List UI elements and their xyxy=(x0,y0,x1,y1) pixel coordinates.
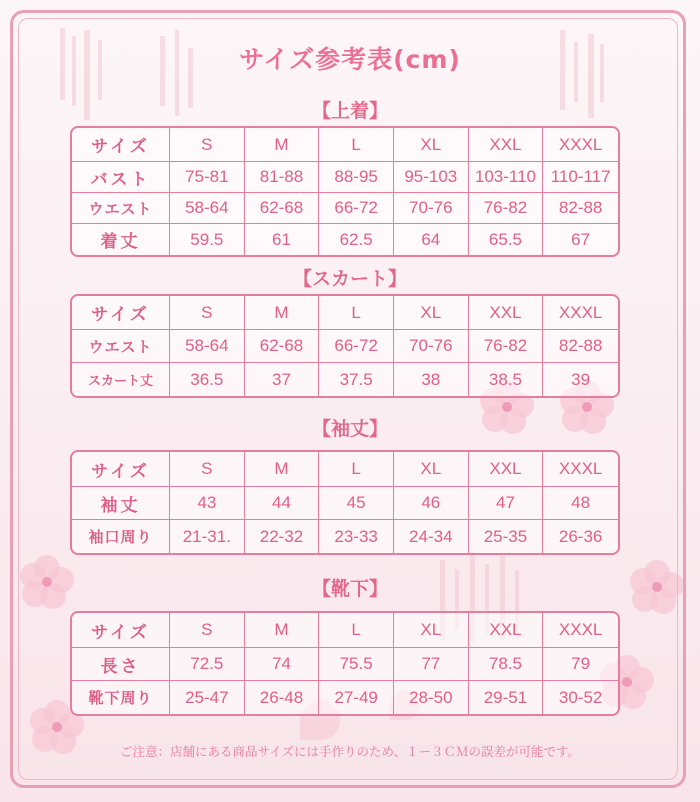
table-cell: 103-110 xyxy=(469,162,544,193)
header-cell: XXXL xyxy=(543,452,618,487)
table-cell: 61 xyxy=(245,224,320,255)
table-cell: 78.5 xyxy=(469,648,544,681)
table-cell: 39 xyxy=(571,369,591,389)
row-label: ウエスト xyxy=(72,330,170,363)
table-cell: 70-76 xyxy=(394,193,469,224)
table-row xyxy=(72,296,618,330)
header-cell: XXXL xyxy=(543,613,618,648)
table-cell: 79 xyxy=(543,648,618,681)
table-cell: 75-81 xyxy=(170,162,245,193)
table-cell: 66-72 xyxy=(319,193,394,224)
table-cell: 44 xyxy=(245,487,320,520)
table-cell: 110-117 xyxy=(543,162,618,193)
table-cell: 59.5 xyxy=(170,224,245,255)
table-cell: 65.5 xyxy=(469,224,544,255)
table-cell: 76-82 xyxy=(469,193,544,224)
table-cell: 22-32 xyxy=(245,520,320,553)
table-row xyxy=(72,224,618,255)
table-cell: 46 xyxy=(394,487,469,520)
table-row xyxy=(72,363,618,396)
table-cell: 48 xyxy=(543,487,618,520)
table-cell: 64 xyxy=(394,224,469,255)
table-cell: 67 xyxy=(571,229,591,249)
header-cell: XL xyxy=(394,452,469,487)
table-cell: 25-47 xyxy=(170,681,245,714)
table-cell: 28-50 xyxy=(394,681,469,714)
table-row xyxy=(72,613,618,648)
table-row xyxy=(72,128,618,162)
table-row xyxy=(72,452,618,487)
table-cell: 74 xyxy=(245,648,320,681)
table-cell: 81-88 xyxy=(245,162,320,193)
header-cell: XXL xyxy=(469,452,544,487)
section-title-jacket: 【上着】 xyxy=(311,100,388,122)
table-cell: 76-82 xyxy=(469,330,544,363)
header-cell: L xyxy=(319,128,394,162)
table-cell: 37 xyxy=(245,363,320,396)
table-cell: 62-68 xyxy=(245,330,320,363)
header-cell: S xyxy=(170,296,245,330)
row-label: ウエスト xyxy=(72,193,170,224)
page-title: サイズ参考表(cm) xyxy=(239,45,461,74)
table-cell: 37.5 xyxy=(319,363,394,396)
header-cell: XL xyxy=(394,128,469,162)
table-cell: 26-48 xyxy=(245,681,320,714)
table-cell: 75.5 xyxy=(319,648,394,681)
row-label: 袖丈 xyxy=(72,487,170,520)
header-cell: M xyxy=(245,452,320,487)
header-cell: M xyxy=(245,613,320,648)
table-row xyxy=(72,487,618,520)
table-cell: 25-35 xyxy=(469,520,544,553)
table-row xyxy=(72,162,618,193)
header-cell: サイズ xyxy=(72,452,170,487)
table-cell: 77 xyxy=(394,648,469,681)
size-table-jacket xyxy=(70,126,620,257)
header-cell: L xyxy=(319,452,394,487)
row-label: 靴下周り xyxy=(72,681,170,714)
table-cell: 58-64 xyxy=(170,193,245,224)
table-cell: 45 xyxy=(319,487,394,520)
header-cell: S xyxy=(170,128,245,162)
section-title-skirt: 【スカート】 xyxy=(292,268,407,290)
table-cell: 95-103 xyxy=(394,162,469,193)
table-cell: 43 xyxy=(170,487,245,520)
header-cell: L xyxy=(319,296,394,330)
row-label: 袖口周り xyxy=(72,520,170,553)
table-cell: 82-88 xyxy=(543,193,618,224)
table-cell: 38.5 xyxy=(469,363,544,396)
section-title-sleeve: 【袖丈】 xyxy=(311,418,388,440)
header-cell: XL xyxy=(394,613,469,648)
table-cell: 88-95 xyxy=(319,162,394,193)
table-cell: 36.5 xyxy=(170,363,245,396)
table-cell: 29-51 xyxy=(469,681,544,714)
table-cell: 24-34 xyxy=(394,520,469,553)
size-table-socks xyxy=(70,611,620,716)
header-cell: XXL xyxy=(469,296,544,330)
table-cell: 62.5 xyxy=(319,224,394,255)
header-cell: L xyxy=(319,613,394,648)
table-row xyxy=(72,193,618,224)
header-cell: サイズ xyxy=(72,296,170,330)
table-row xyxy=(72,520,618,553)
table-cell: 62-68 xyxy=(245,193,320,224)
row-label: 着丈 xyxy=(72,224,170,255)
table-cell: 70-76 xyxy=(394,330,469,363)
table-row xyxy=(72,681,618,714)
table-cell: 27-49 xyxy=(319,681,394,714)
table-cell: 23-33 xyxy=(319,520,394,553)
header-cell: サイズ xyxy=(72,128,170,162)
table-cell: 82-88 xyxy=(543,330,618,363)
header-cell: XL xyxy=(394,296,469,330)
table-cell: 47 xyxy=(469,487,544,520)
table-row xyxy=(72,648,618,681)
table-cell: 26-36 xyxy=(558,526,603,546)
header-cell: XXL xyxy=(469,613,544,648)
table-cell: 66-72 xyxy=(319,330,394,363)
disclaimer-note: ご注意：店舗にある商品サイズには手作りのため、１ー３ＣＭの誤差が可能です。 xyxy=(119,744,580,759)
header-cell: XXXL xyxy=(543,128,618,162)
table-cell: 38 xyxy=(394,363,469,396)
header-cell: XXL xyxy=(469,128,544,162)
row-label: スカート丈 xyxy=(72,363,170,396)
table-row xyxy=(72,330,618,363)
row-label: 長さ xyxy=(72,648,170,681)
table-cell: 58-64 xyxy=(170,330,245,363)
header-cell: サイズ xyxy=(72,613,170,648)
size-table-skirt xyxy=(70,294,620,398)
header-cell: S xyxy=(170,613,245,648)
header-cell: S xyxy=(170,452,245,487)
header-cell: M xyxy=(245,128,320,162)
row-label: バスト xyxy=(72,162,170,193)
table-cell: 21-31. xyxy=(170,520,245,553)
size-table-sleeve xyxy=(70,450,620,555)
section-title-socks: 【靴下】 xyxy=(311,578,388,600)
table-cell: 72.5 xyxy=(170,648,245,681)
header-cell: M xyxy=(245,296,320,330)
table-cell: 30-52 xyxy=(558,687,603,707)
header-cell: XXXL xyxy=(543,296,618,330)
